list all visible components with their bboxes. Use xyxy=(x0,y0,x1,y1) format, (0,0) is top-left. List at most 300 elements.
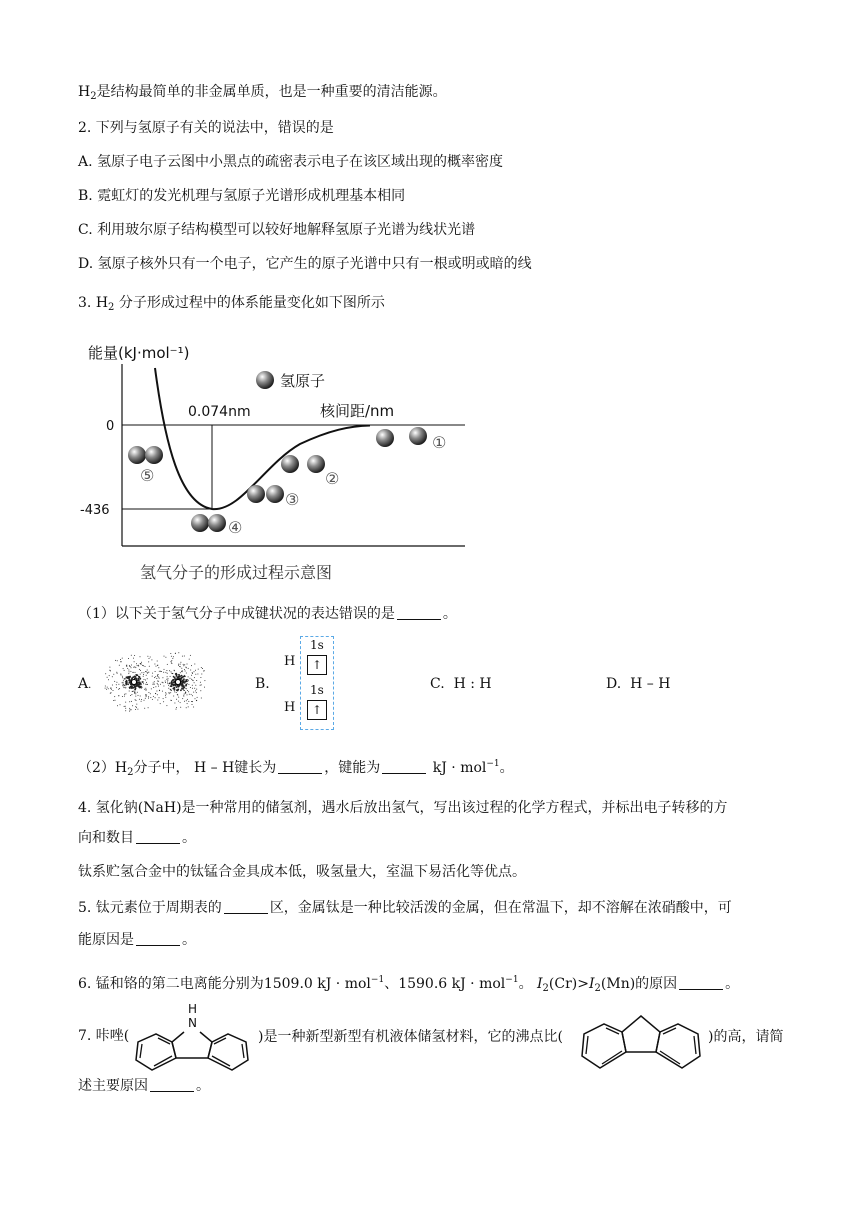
q2-option-a: A. 氢原子电子云图中小黑点的疏密表示电子在该区域出现的概率密度 xyxy=(78,154,504,170)
cloud-dot xyxy=(158,674,159,675)
cloud-dot xyxy=(158,686,159,687)
marker-2: ② xyxy=(325,469,340,488)
cloud-dot xyxy=(112,676,113,677)
cloud-dot xyxy=(204,670,205,671)
cloud-dot xyxy=(166,694,167,695)
carbazole-structure xyxy=(126,1002,258,1074)
cloud-dot xyxy=(128,670,129,671)
q3-sub1: （1）以下关于氢气分子中成键状况的表达错误的是 。 xyxy=(78,606,457,622)
cloud-dot xyxy=(148,692,149,693)
cloud-dot xyxy=(139,669,140,670)
cloud-dot xyxy=(178,697,179,698)
q6-line: 6. 锰和铬的第二电离能分别为1509.0 kJ · mol$^{-1}$、1590.6 kJ · mol$^{-1}$。 $I_2(Cr)>I_2(Mn)$的原因 。 xyxy=(78,975,740,994)
cloud-dot xyxy=(192,704,193,705)
cloud-dot xyxy=(140,656,141,657)
cloud-dot xyxy=(118,689,119,690)
cloud-dot xyxy=(140,670,141,671)
cloud-dot xyxy=(106,689,107,690)
cloud-dot xyxy=(174,684,176,686)
cloud-dot xyxy=(120,674,121,675)
cloud-dot xyxy=(186,688,187,689)
cloud-dot xyxy=(123,684,124,685)
cloud-dot xyxy=(166,670,167,671)
cloud-dot xyxy=(187,694,188,695)
cloud-dot xyxy=(108,679,109,680)
cloud-dot xyxy=(185,684,187,686)
cloud-dot xyxy=(135,693,136,694)
cloud-dot xyxy=(189,694,190,695)
q5-line2: 能原因是 。 xyxy=(78,932,196,948)
cloud-dot xyxy=(146,675,147,676)
cloud-dot xyxy=(123,668,124,669)
cloud-dot xyxy=(134,661,135,662)
cloud-dot xyxy=(164,669,165,670)
cloud-dot xyxy=(159,697,160,698)
cloud-dot xyxy=(134,693,135,694)
cloud-dot xyxy=(139,682,141,684)
cloud-dot xyxy=(148,672,149,673)
cloud-dot xyxy=(184,669,185,670)
bond-length-blank[interactable] xyxy=(278,759,322,774)
cloud-dot xyxy=(180,672,181,673)
cloud-dot xyxy=(167,664,168,665)
cloud-dot xyxy=(133,672,134,673)
cloud-dot xyxy=(171,673,172,674)
cloud-dot xyxy=(109,667,110,668)
cloud-dot xyxy=(155,686,156,687)
cloud-dot xyxy=(176,699,177,700)
cloud-dot xyxy=(168,688,169,689)
atom-state5-b xyxy=(145,446,163,464)
cloud-dot xyxy=(167,673,168,674)
cloud-dot xyxy=(188,706,189,707)
cloud-dot xyxy=(183,696,184,697)
cloud-dot xyxy=(135,699,136,700)
atom-state2-a xyxy=(281,455,299,473)
cloud-dot xyxy=(176,686,178,688)
cloud-dot xyxy=(196,692,197,693)
cloud-dot xyxy=(117,673,118,674)
cloud-dot xyxy=(181,675,183,677)
cloud-dot xyxy=(176,692,177,693)
cloud-dot xyxy=(145,684,146,685)
cloud-dot xyxy=(143,672,144,673)
cloud-dot xyxy=(135,667,136,668)
cloud-dot xyxy=(124,670,125,671)
cloud-dot xyxy=(136,704,137,705)
cloud-dot xyxy=(143,676,144,677)
cloud-dot xyxy=(132,691,133,692)
cloud-dot xyxy=(158,677,159,678)
cloud-dot xyxy=(115,660,116,661)
cloud-dot xyxy=(144,708,145,709)
cloud-dot xyxy=(192,685,193,686)
cloud-dot xyxy=(192,672,193,673)
cloud-dot xyxy=(110,687,111,688)
cloud-dot xyxy=(140,663,141,664)
svg-text:N: N xyxy=(188,1016,197,1030)
cloud-dot xyxy=(155,671,156,672)
q2-stem: 2. 下列与氢原子有关的说法中，错误的是 xyxy=(78,120,334,136)
cloud-dot xyxy=(178,652,179,653)
bond-energy-blank[interactable] xyxy=(382,759,426,774)
cloud-dot xyxy=(131,694,132,695)
cloud-dot xyxy=(173,656,174,657)
cloud-dot xyxy=(135,709,136,710)
atom-state2-b xyxy=(307,455,325,473)
cloud-dot xyxy=(160,703,161,704)
orbital-box-2: ↑ xyxy=(307,700,327,720)
cloud-dot xyxy=(160,684,161,685)
x-axis-label: 核间距/nm xyxy=(320,402,395,420)
cloud-dot xyxy=(180,707,181,708)
cloud-dot xyxy=(163,672,164,673)
q3-stem: 3. $H_2$ 分子形成过程中的体系能量变化如下图所示 xyxy=(78,295,385,313)
answer-blank[interactable] xyxy=(136,931,180,946)
cloud-dot xyxy=(107,687,108,688)
cloud-dot xyxy=(182,698,183,699)
cloud-dot xyxy=(159,678,160,679)
cloud-dot xyxy=(201,674,202,675)
cloud-dot xyxy=(143,683,144,684)
cloud-dot xyxy=(130,671,131,672)
q2-option-c: C. 利用玻尔原子结构模型可以较好地解释氢原子光谱为线状光谱 xyxy=(78,222,476,238)
intro-line: $H_2$是结构最简单的非金属单质，也是一种重要的清洁能源。 xyxy=(78,84,447,102)
q7-line2: 述主要原因 。 xyxy=(78,1078,210,1094)
cloud-dot xyxy=(163,701,164,702)
cloud-dot xyxy=(162,682,163,683)
cloud-dot xyxy=(188,680,189,681)
cloud-dot xyxy=(137,674,139,676)
cloud-dot xyxy=(147,672,148,673)
answer-blank[interactable] xyxy=(679,975,723,990)
cloud-dot xyxy=(129,691,130,692)
cloud-dot xyxy=(184,690,185,691)
cloud-dot xyxy=(157,683,158,684)
cloud-dot xyxy=(154,681,155,682)
q2-option-b: B. 霓虹灯的发光机理与氢原子光谱形成机理基本相同 xyxy=(78,188,406,204)
cloud-dot xyxy=(168,685,169,686)
answer-blank[interactable] xyxy=(397,605,441,620)
cloud-dot xyxy=(133,658,134,659)
cloud-dot xyxy=(159,690,160,691)
atom-state5-a xyxy=(128,446,146,464)
cloud-dot xyxy=(157,694,158,695)
orbital-atom-label-2: H xyxy=(284,700,296,715)
cloud-dot xyxy=(152,676,153,677)
cloud-dot xyxy=(136,663,137,664)
cloud-dot xyxy=(130,695,131,696)
cloud-dot xyxy=(176,707,177,708)
cloud-dot xyxy=(174,670,175,671)
cloud-dot xyxy=(123,684,124,685)
marker-3: ③ xyxy=(285,490,300,509)
cloud-dot xyxy=(126,682,128,684)
cloud-dot xyxy=(191,679,192,680)
cloud-dot xyxy=(182,671,183,672)
cloud-dot xyxy=(187,679,188,680)
cloud-dot xyxy=(143,674,144,675)
cloud-dot xyxy=(183,665,184,666)
cloud-dot xyxy=(148,696,149,697)
cloud-dot xyxy=(196,700,197,701)
cloud-dot xyxy=(187,664,188,665)
cloud-dot xyxy=(135,672,136,673)
cloud-dot xyxy=(157,676,158,677)
cloud-dot xyxy=(184,664,185,665)
cloud-dot xyxy=(174,688,176,690)
answer-blank[interactable] xyxy=(224,899,268,914)
cloud-dot xyxy=(129,711,130,712)
cloud-dot xyxy=(142,687,143,688)
cloud-dot xyxy=(126,676,128,678)
cloud-dot xyxy=(186,673,187,674)
cloud-dot xyxy=(181,668,182,669)
cloud-dot xyxy=(204,680,205,681)
cloud-dot xyxy=(195,698,196,699)
cloud-dot xyxy=(153,696,154,697)
cloud-dot xyxy=(154,664,155,665)
cloud-dot xyxy=(129,708,130,709)
cloud-dot xyxy=(153,687,154,688)
cloud-dot xyxy=(157,661,158,662)
q3-option-c: C. H : H xyxy=(430,676,492,692)
legend-hydrogen-atom-icon xyxy=(256,371,274,389)
cloud-dot xyxy=(140,674,141,675)
cloud-dot xyxy=(125,678,126,679)
cloud-dot xyxy=(158,667,159,668)
fluorene-structure xyxy=(574,1002,708,1074)
cloud-dot xyxy=(189,659,190,660)
nucleus xyxy=(176,680,181,685)
cloud-dot xyxy=(122,682,123,683)
cloud-dot xyxy=(187,699,188,700)
cloud-dot xyxy=(136,707,137,708)
cloud-dot xyxy=(194,664,195,665)
cloud-dot xyxy=(130,666,131,667)
cloud-dot xyxy=(149,658,150,659)
cloud-dot xyxy=(131,709,132,710)
cloud-dot xyxy=(147,678,148,679)
cloud-dot xyxy=(135,706,136,707)
cloud-dot xyxy=(138,695,139,696)
cloud-dot xyxy=(151,659,152,660)
cloud-dot xyxy=(162,691,163,692)
cloud-dot xyxy=(142,665,143,666)
cloud-dot xyxy=(122,696,123,697)
cloud-dot xyxy=(137,692,138,693)
q7-line1-c: )的高，请简 xyxy=(708,1029,784,1045)
cloud-dot xyxy=(192,695,193,696)
cloud-dot xyxy=(147,670,148,671)
cloud-dot xyxy=(128,673,129,674)
cloud-dot xyxy=(113,700,114,701)
cloud-dot xyxy=(166,679,167,680)
cloud-dot xyxy=(156,666,157,667)
h2-formula: $H_2$ xyxy=(78,84,97,102)
cloud-dot xyxy=(195,685,196,686)
cloud-dot xyxy=(125,687,126,688)
cloud-dot xyxy=(184,656,185,657)
cloud-dot xyxy=(134,691,135,692)
cloud-dot xyxy=(137,665,138,666)
cloud-dot xyxy=(200,682,201,683)
cloud-dot xyxy=(165,695,166,696)
q3-sub2: $(2)H_2$分子中， H – H键长为 ，键能为 kJ · mol$^{-1}$。 xyxy=(78,759,514,778)
cloud-dot xyxy=(157,681,158,682)
cloud-dot xyxy=(184,701,185,702)
cloud-dot xyxy=(150,697,151,698)
cloud-dot xyxy=(138,676,140,678)
cloud-dot xyxy=(159,671,160,672)
cloud-dot xyxy=(204,687,205,688)
tick-label-min: -436 xyxy=(80,503,110,518)
cloud-dot xyxy=(131,701,132,702)
cloud-dot xyxy=(168,678,169,679)
cloud-dot xyxy=(132,705,133,706)
cloud-dot xyxy=(146,689,147,690)
cloud-dot xyxy=(134,689,136,691)
cloud-dot xyxy=(134,666,135,667)
cloud-dot xyxy=(163,682,164,683)
cloud-dot xyxy=(137,709,138,710)
cloud-dot xyxy=(147,656,148,657)
q5-line1: 5. 钛元素位于周期表的 区，金属钛是一种比较活泼的金属，但在常温下，却不溶解在浓硝酸中，可 xyxy=(78,900,732,916)
cloud-dot xyxy=(116,684,117,685)
cloud-dot xyxy=(135,692,136,693)
cloud-dot xyxy=(188,701,189,702)
cloud-dot xyxy=(107,677,108,678)
electron-cloud-image xyxy=(98,650,216,714)
tick-label-zero: 0 xyxy=(106,419,115,434)
cloud-dot xyxy=(129,687,131,689)
cloud-dot xyxy=(127,683,129,685)
q3-option-d: D. H – H xyxy=(606,676,671,692)
cloud-dot xyxy=(111,689,112,690)
cloud-dot xyxy=(141,662,142,663)
cloud-dot xyxy=(148,661,149,662)
answer-blank[interactable] xyxy=(150,1077,194,1092)
y-axis-label: 能量(kJ·mol⁻¹) xyxy=(88,344,190,362)
cloud-dot xyxy=(186,700,187,701)
cloud-dot xyxy=(176,674,178,676)
cloud-dot xyxy=(156,691,157,692)
cloud-dot xyxy=(201,698,202,699)
cloud-dot xyxy=(130,709,131,710)
cloud-dot xyxy=(145,694,146,695)
cloud-dot xyxy=(182,656,183,657)
cloud-dot xyxy=(158,681,159,682)
cloud-dot xyxy=(188,684,189,685)
cloud-dot xyxy=(183,678,185,680)
cloud-dot xyxy=(155,697,156,698)
cloud-dot xyxy=(127,668,128,669)
cloud-dot xyxy=(174,691,175,692)
cloud-dot xyxy=(171,671,172,672)
cloud-dot xyxy=(125,702,126,703)
cloud-dot xyxy=(200,690,201,691)
cloud-dot xyxy=(123,680,124,681)
cloud-dot xyxy=(185,693,186,694)
cloud-dot xyxy=(172,658,173,659)
cloud-dot xyxy=(136,700,137,701)
cloud-dot xyxy=(193,692,194,693)
cloud-dot xyxy=(178,686,180,688)
cloud-dot xyxy=(173,696,174,697)
cloud-dot xyxy=(153,684,154,685)
cloud-dot xyxy=(180,702,181,703)
cloud-dot xyxy=(131,687,133,689)
cloud-dot xyxy=(192,688,193,689)
cloud-dot xyxy=(170,653,171,654)
cloud-dot xyxy=(170,692,171,693)
cloud-dot xyxy=(198,669,199,670)
cloud-dot xyxy=(155,693,156,694)
cloud-dot xyxy=(197,697,198,698)
cloud-dot xyxy=(184,682,186,684)
cloud-dot xyxy=(195,670,196,671)
cloud-dot xyxy=(147,684,148,685)
cloud-dot xyxy=(171,660,172,661)
cloud-dot xyxy=(162,677,163,678)
cloud-dot xyxy=(105,688,106,689)
cloud-dot xyxy=(180,662,181,663)
answer-blank[interactable] xyxy=(136,829,180,844)
cloud-dot xyxy=(125,710,126,711)
cloud-dot xyxy=(191,675,192,676)
cloud-dot xyxy=(116,672,117,673)
cloud-dot xyxy=(178,701,179,702)
atom-state4-a xyxy=(191,514,209,532)
cloud-dot xyxy=(137,684,139,686)
legend-label: 氢原子 xyxy=(280,372,326,390)
cloud-dot xyxy=(194,688,195,689)
cloud-dot xyxy=(186,679,187,680)
cloud-dot xyxy=(151,688,152,689)
cloud-dot xyxy=(145,680,146,681)
cloud-dot xyxy=(184,675,185,676)
cloud-dot xyxy=(171,656,172,657)
cloud-dot xyxy=(119,688,120,689)
cloud-dot xyxy=(126,665,127,666)
cloud-dot xyxy=(160,671,161,672)
cloud-dot xyxy=(200,677,201,678)
cloud-dot xyxy=(125,685,126,686)
cloud-dot xyxy=(165,681,166,682)
cloud-dot xyxy=(114,696,115,697)
cloud-dot xyxy=(167,683,168,684)
cloud-dot xyxy=(124,706,125,707)
cloud-dot xyxy=(117,705,118,706)
cloud-dot xyxy=(170,690,171,691)
cloud-dot xyxy=(143,665,144,666)
cloud-dot xyxy=(135,686,137,688)
cloud-dot xyxy=(164,656,165,657)
cloud-dot xyxy=(190,678,191,679)
cloud-dot xyxy=(193,707,194,708)
cloud-dot xyxy=(122,677,123,678)
cloud-dot xyxy=(125,708,126,709)
cloud-dot xyxy=(191,701,192,702)
cloud-dot xyxy=(135,678,137,680)
h2-formula: $H_2$ xyxy=(95,295,115,313)
cloud-dot xyxy=(154,677,155,678)
cloud-dot xyxy=(197,674,198,675)
cloud-dot xyxy=(177,689,179,691)
cloud-dot xyxy=(180,689,182,691)
cloud-dot xyxy=(129,701,130,702)
cloud-dot xyxy=(108,688,109,689)
